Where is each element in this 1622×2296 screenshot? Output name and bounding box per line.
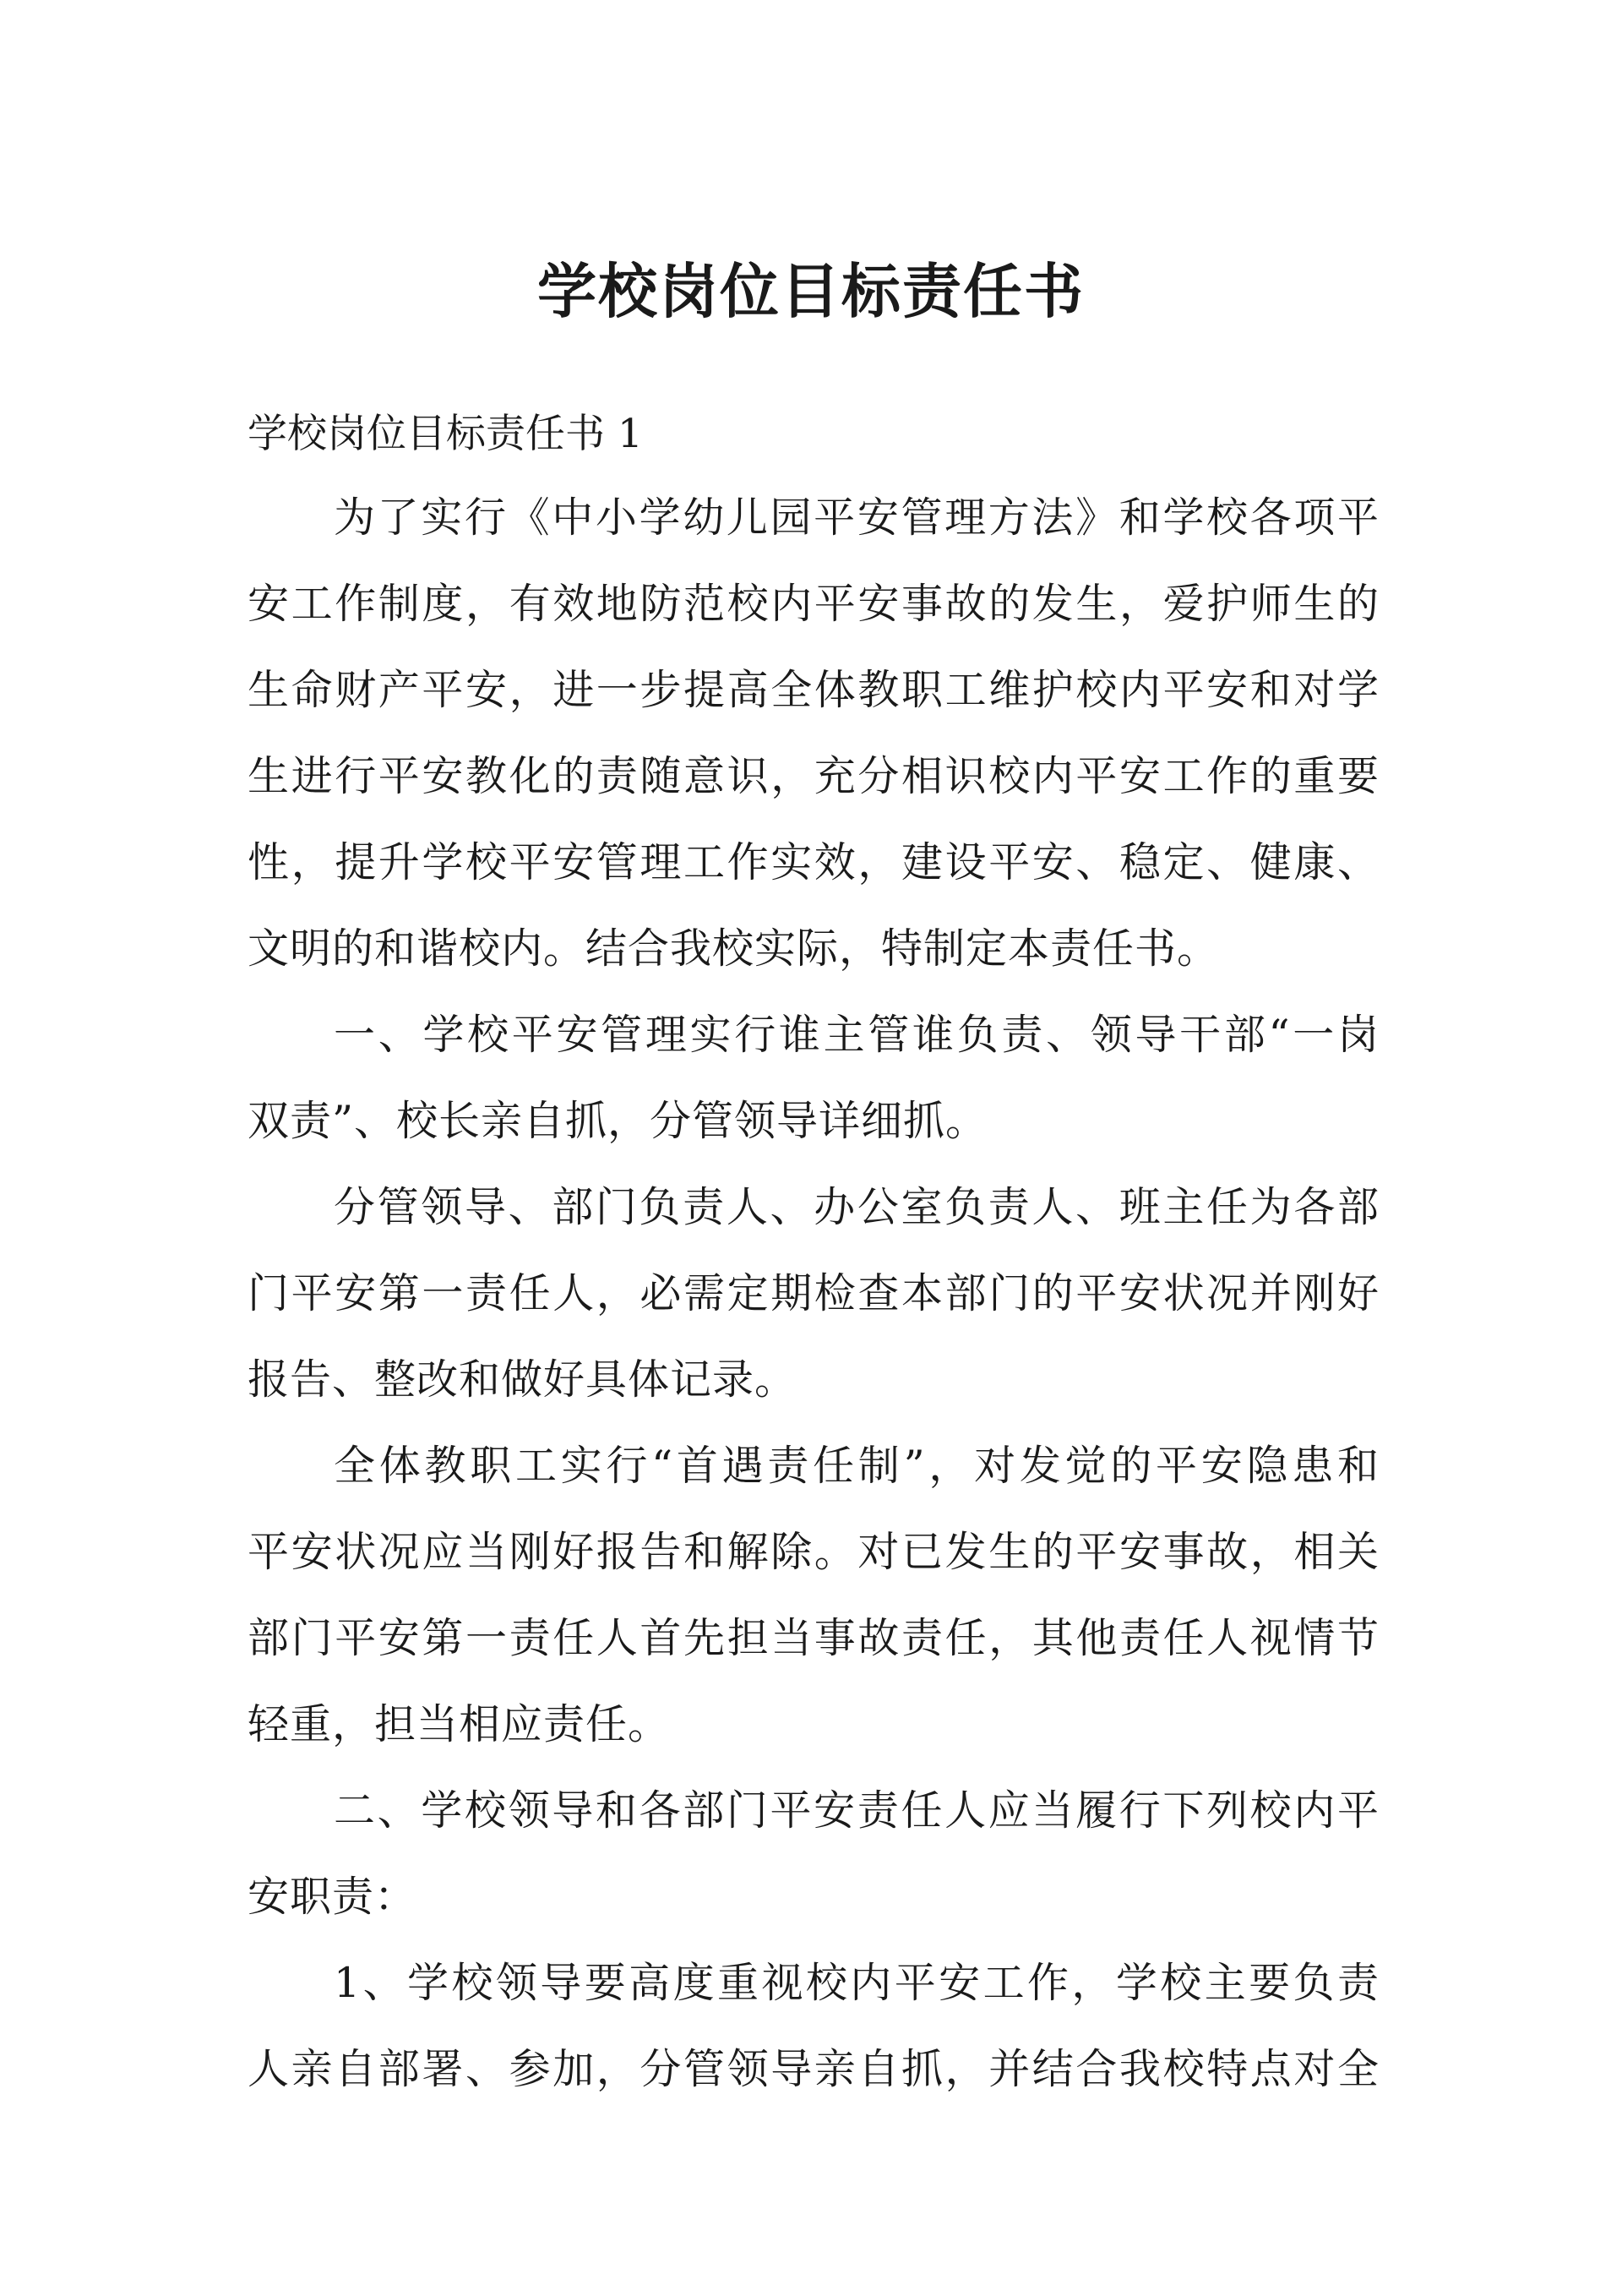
- body-line: 性，提升学校平安管理工作实效，建设平安、稳定、健康、: [248, 838, 1380, 886]
- body-line: 双责”、校长亲自抓，分管领导详细抓。: [248, 1097, 988, 1145]
- body-line: 平安状况应当刚好报告和解除。对已发生的平安事故，相关: [248, 1528, 1380, 1576]
- document-title: 学校岗位目标责任书: [537, 256, 1085, 326]
- body-line: 轻重，担当相应责任。: [248, 1700, 671, 1748]
- body-line: 安工作制度，有效地防范校内平安事故的发生，爱护师生的: [248, 580, 1380, 628]
- body-line: 报告、整改和做好具体记录。: [248, 1355, 797, 1404]
- body-line: 生进行平安教化的责随意识，充分相识校内平安工作的重要: [248, 752, 1380, 800]
- body-line: 分管领导、部门负责人、办公室负责人、班主任为各部: [334, 1183, 1380, 1231]
- body-line: 1、学校领导要高度重视校内平安工作，学校主要负责: [334, 1959, 1380, 2007]
- body-line: 文明的和谐校内。结合我校实际，特制定本责任书。: [248, 924, 1220, 973]
- body-line: 二、学校领导和各部门平安责任人应当履行下列校内平: [334, 1786, 1380, 1835]
- body-line: 部门平安第一责任人首先担当事故责任，其他责任人视情节: [248, 1614, 1380, 1662]
- document-body: [248, 493, 1380, 2130]
- body-line: 生命财产平安，进一步提高全体教职工维护校内平安和对学: [248, 666, 1380, 714]
- body-line: 安职责：: [248, 1873, 417, 1921]
- body-line: 一、学校平安管理实行谁主管谁负责、领导干部“一岗: [334, 1011, 1380, 1059]
- document-subtitle: 学校岗位目标责任书 1: [248, 411, 643, 457]
- body-line: 人亲自部署、参加，分管领导亲自抓，并结合我校特点对全: [248, 2045, 1380, 2093]
- body-line: 门平安第一责任人，必需定期检查本部门的平安状况并刚好: [248, 1269, 1380, 1317]
- body-line: 全体教职工实行“首遇责任制”，对发觉的平安隐患和: [334, 1442, 1380, 1490]
- body-line: 为了实行《中小学幼儿园平安管理方法》和学校各项平: [334, 494, 1380, 542]
